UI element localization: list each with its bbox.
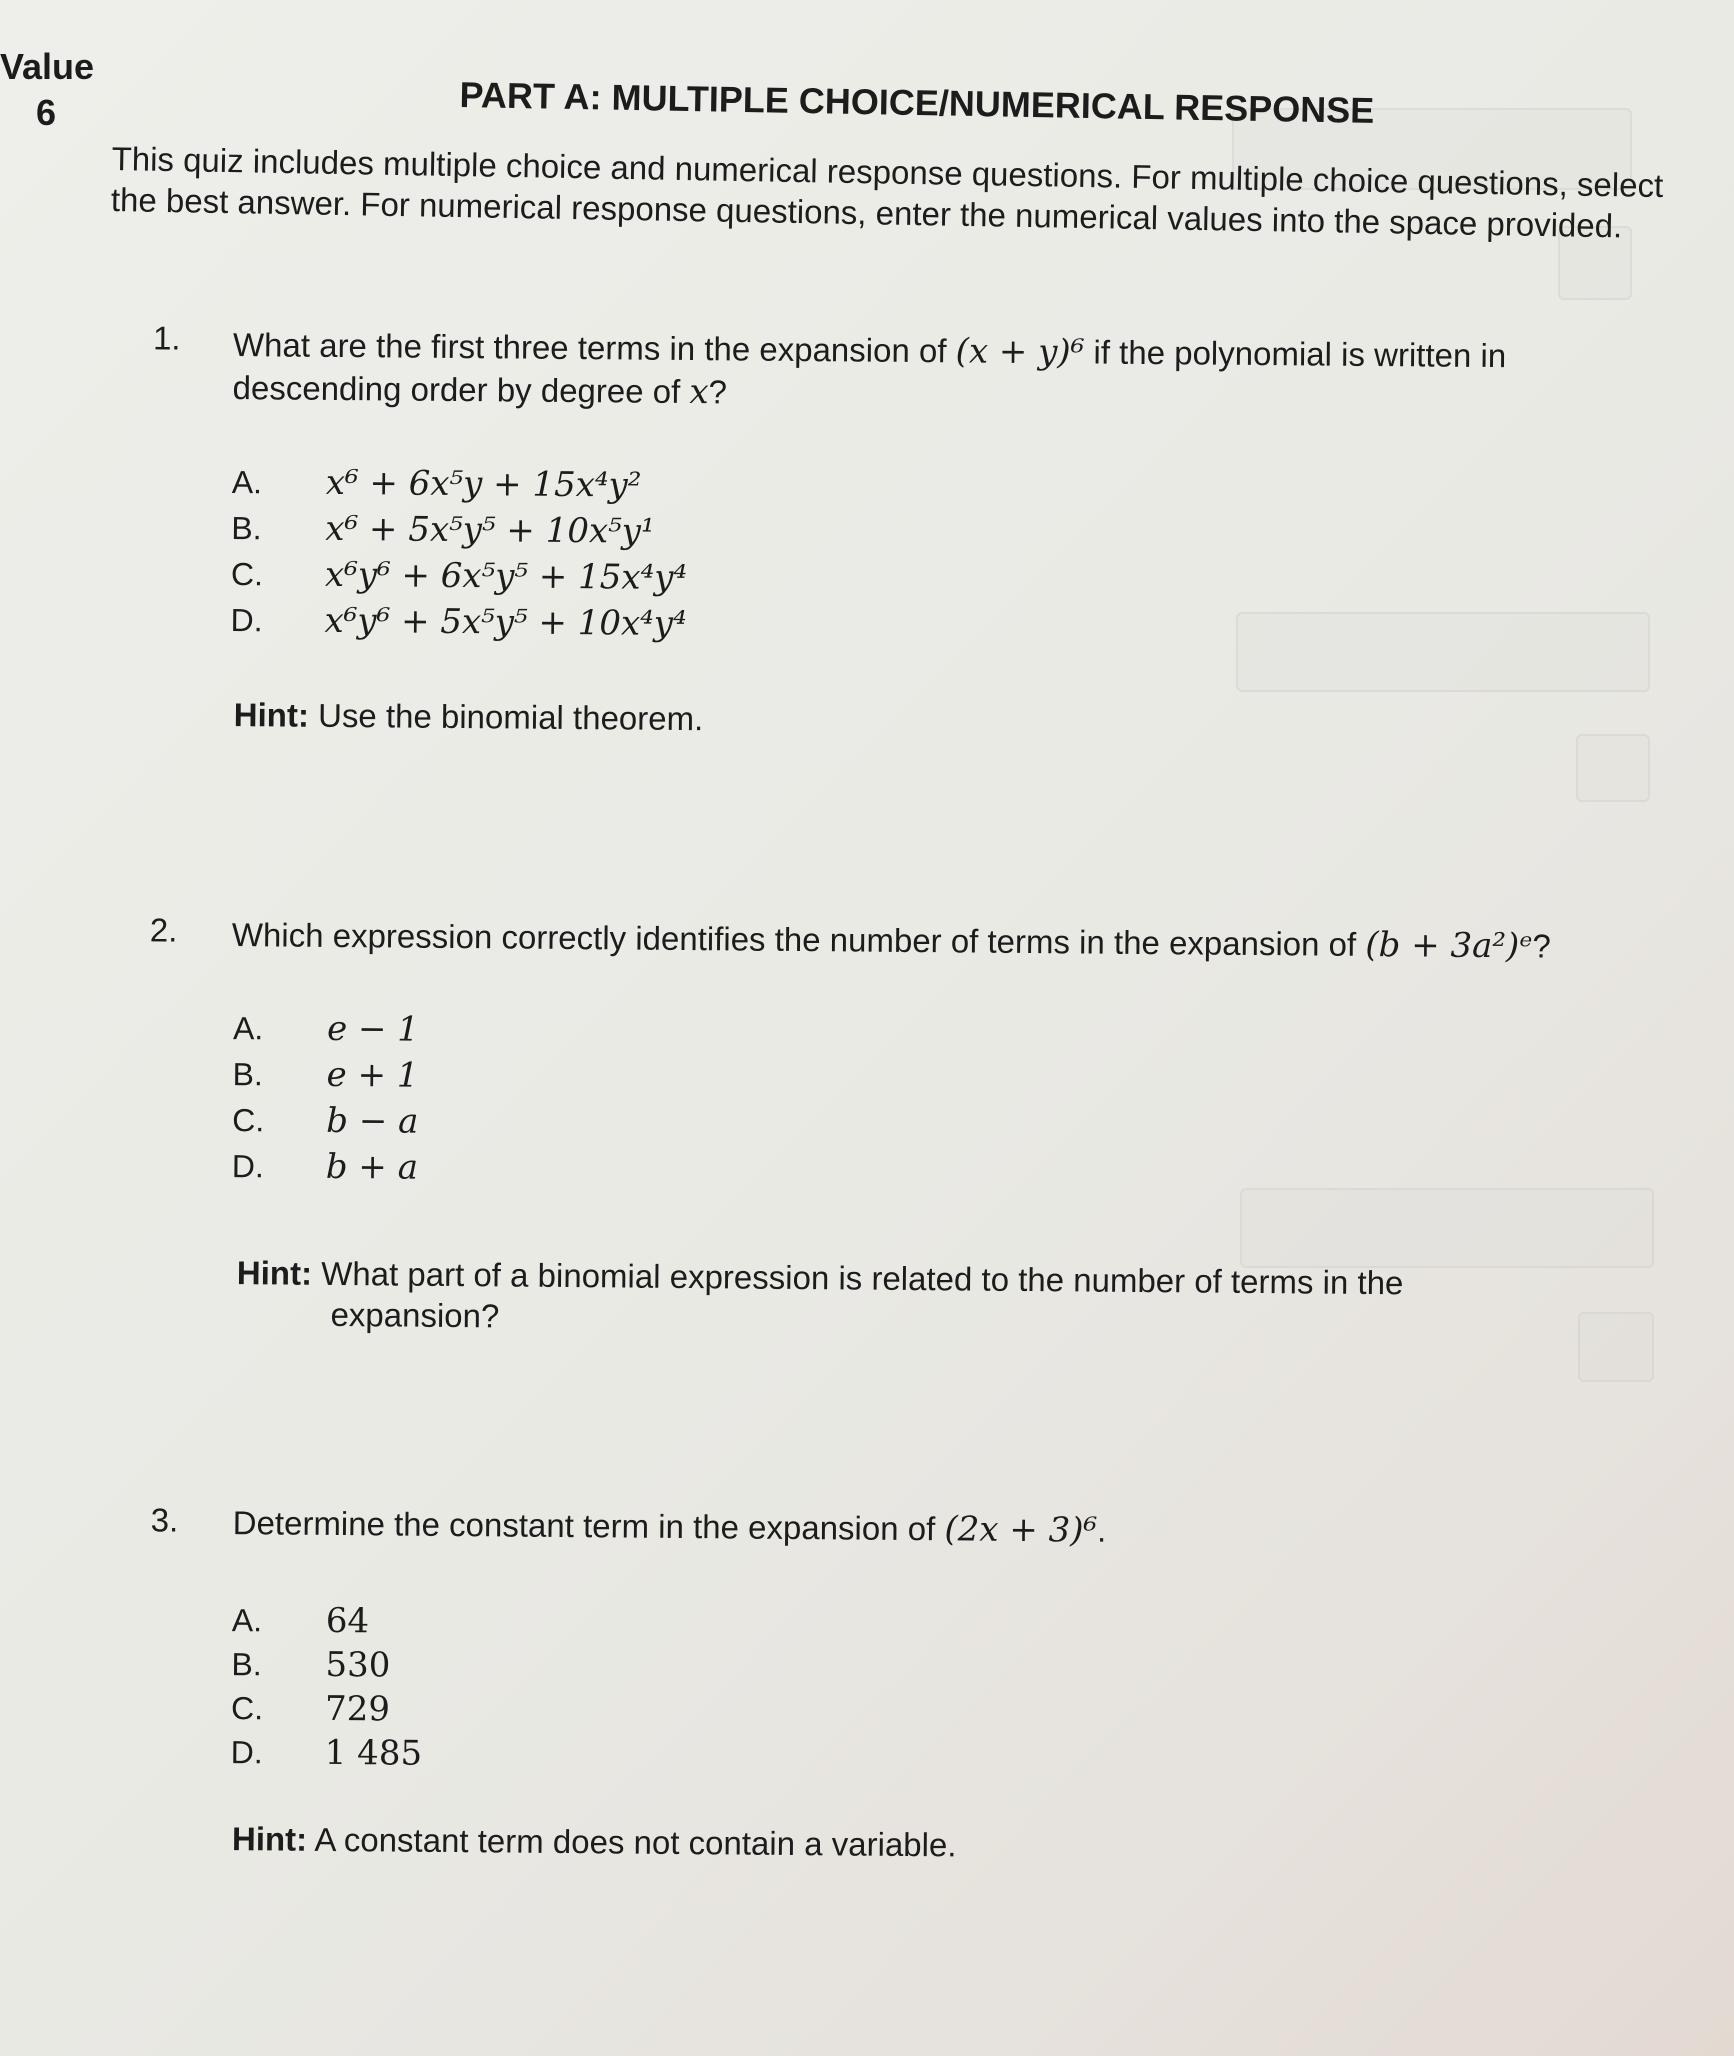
option-value: b − a bbox=[326, 1100, 419, 1142]
question-expression: (x + y)⁶ bbox=[955, 331, 1085, 373]
option-value: x⁶y⁶ + 5x⁵y⁵ + 10x⁴y⁴ bbox=[324, 600, 687, 645]
option-letter: C. bbox=[230, 556, 264, 593]
option-value: b + a bbox=[325, 1146, 419, 1188]
option-letter: A. bbox=[232, 1010, 264, 1047]
question-text: Which expression correctly identifies the number of terms in the expansion of (b + 3a²)ᵉ? bbox=[231, 916, 1551, 967]
option-letter: B. bbox=[231, 1646, 262, 1683]
option-value: x⁶ + 6x⁵y + 15x⁴y² bbox=[325, 462, 642, 506]
option-c[interactable] bbox=[231, 1688, 390, 1729]
option-value: e + 1 bbox=[326, 1054, 419, 1096]
hint bbox=[232, 1818, 957, 1866]
question-text: Determine the constant term in the expansion of (2x + 3)⁶. bbox=[232, 1504, 1107, 1551]
option-a[interactable] bbox=[232, 1600, 370, 1641]
option-b[interactable] bbox=[231, 1644, 390, 1685]
option-value: x⁶ + 5x⁵y⁵ + 10x⁵y¹ bbox=[325, 508, 655, 552]
option-letter: A. bbox=[231, 464, 263, 501]
option-letter: A. bbox=[231, 1602, 263, 1639]
question-number: 1. bbox=[152, 319, 181, 357]
hint-text: What part of a binomial expression is related to the number of terms in the bbox=[321, 1254, 1404, 1302]
value-label: Value bbox=[0, 46, 95, 87]
hint-label: Hint: bbox=[233, 696, 310, 734]
question-expression: (2x + 3)⁶ bbox=[944, 1509, 1098, 1551]
option-letter: D. bbox=[230, 1734, 263, 1771]
hint-label: Hint: bbox=[231, 1820, 308, 1858]
option-letter: C. bbox=[232, 1102, 265, 1139]
option-value: e − 1 bbox=[326, 1008, 420, 1050]
question-number: 3. bbox=[150, 1501, 179, 1539]
option-letter: D. bbox=[231, 1148, 264, 1185]
option-letter: B. bbox=[232, 1056, 264, 1093]
option-letter: B. bbox=[231, 510, 262, 547]
hint-text: A constant term does not contain a variable. bbox=[314, 1820, 957, 1864]
option-value: x⁶y⁶ + 6x⁵y⁵ + 15x⁴y⁴ bbox=[324, 554, 688, 599]
part-title: PART A: MULTIPLE CHOICE/NUMERICAL RESPONSE bbox=[459, 74, 1375, 131]
question-text: What are the first three terms in the expansion of (x + y)⁶ if the polynomial is written in descending order by degree of x? bbox=[232, 326, 1507, 412]
question-variable: x bbox=[689, 371, 709, 412]
question-expression: (b + 3a²)ᵉ bbox=[1365, 924, 1533, 967]
hint-text: Use the binomial theorem. bbox=[317, 696, 704, 738]
option-value: 1 485 bbox=[324, 1732, 423, 1774]
hint-text-continued: expansion? bbox=[330, 1296, 500, 1335]
option-value: 530 bbox=[325, 1644, 391, 1686]
option-letter: C. bbox=[230, 1690, 264, 1727]
option-d[interactable] bbox=[231, 1732, 423, 1774]
value-number: 6 bbox=[36, 92, 57, 133]
option-letter: D. bbox=[230, 602, 263, 639]
option-value: 64 bbox=[325, 1600, 370, 1642]
intro-paragraph: This quiz includes multiple choice and numerical response questions. For multiple choice questions, select the best answer. For numerical response questions, enter the numerical values into the space provided. bbox=[110, 139, 1664, 245]
option-value: 729 bbox=[324, 1688, 391, 1730]
question-number: 2. bbox=[149, 911, 178, 949]
hint-label: Hint: bbox=[236, 1254, 313, 1292]
